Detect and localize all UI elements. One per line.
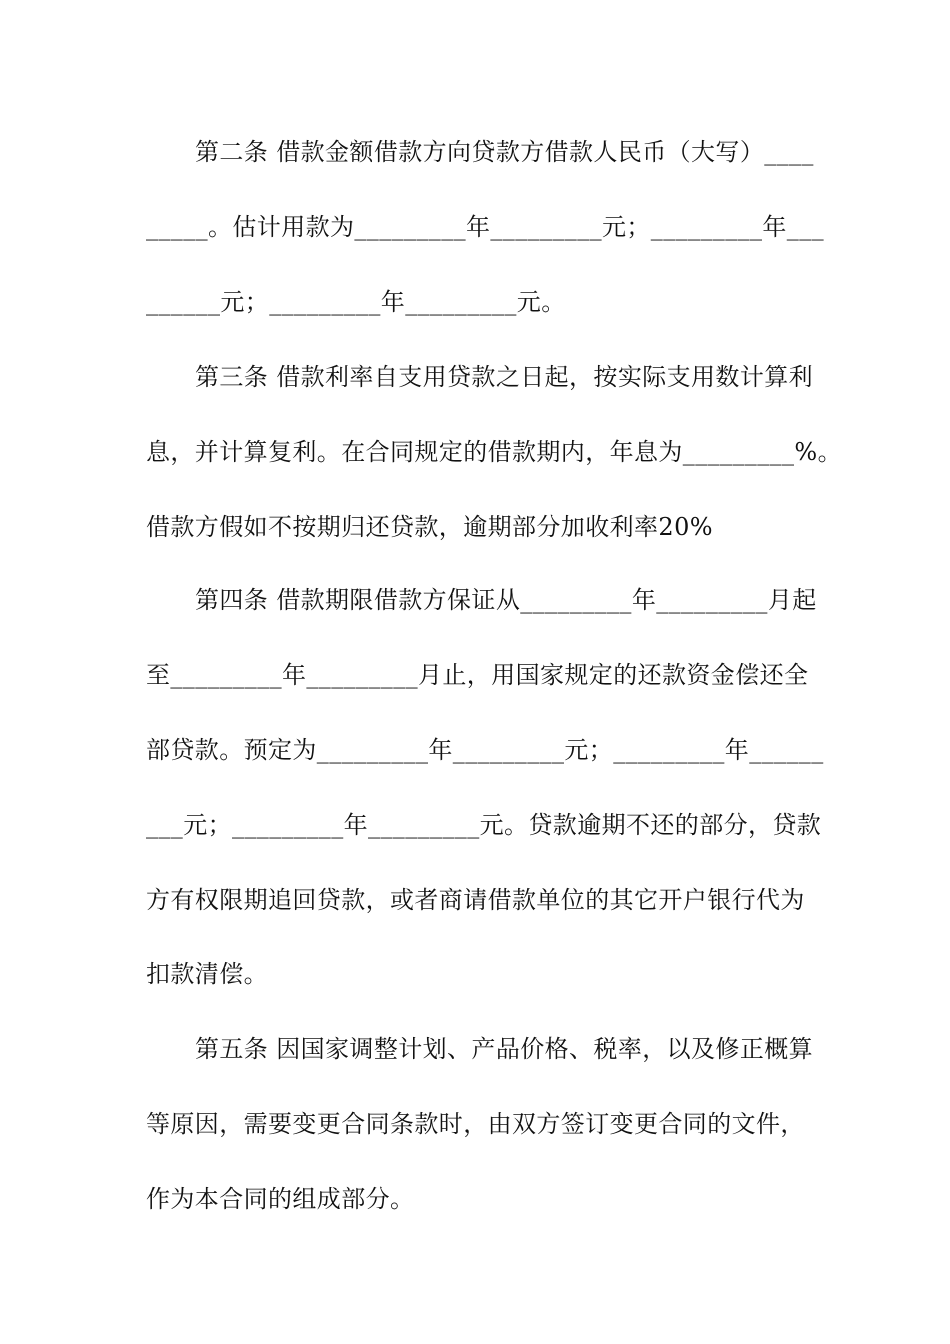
article-4-line-4: ___元；_________年_________元。贷款逾期不还的部分，贷款 [146,811,822,839]
article-3-line-1: 第三条 借款利率自支用贷款之日起，按实际支用数计算利 [195,363,814,391]
article-3-line-3: 借款方假如不按期归还贷款，逾期部分加收利率20% [146,513,713,541]
article-4-line-1: 第四条 借款期限借款方保证从_________年_________月起 [195,586,817,614]
article-3-line-2: 息，并计算复利。在合同规定的借款期内，年息为_________%。 [146,438,843,466]
article-2-line-1: 第二条 借款金额借款方向贷款方借款人民币（大写）____ [195,138,814,166]
article-2-line-2: _____。估计用款为_________年_________元；_________年___ [146,213,824,241]
article-5-line-3: 作为本合同的组成部分。 [146,1185,415,1213]
article-4-line-3: 部贷款。预定为_________年_________元；_________年______ [146,736,824,764]
article-5-line-1: 第五条 因国家调整计划、产品价格、税率，以及修正概算 [195,1035,814,1063]
article-5-line-2: 等原因，需要变更合同条款时，由双方签订变更合同的文件， [146,1110,805,1138]
article-2-line-3: ______元；_________年_________元。 [146,288,566,316]
article-4-line-5: 方有权限期追回贷款，或者商请借款单位的其它开户银行代为 [146,886,805,914]
article-4-line-2: 至_________年_________月止，用国家规定的还款资金偿还全 [146,661,809,689]
article-4-line-6: 扣款清偿。 [146,960,268,988]
